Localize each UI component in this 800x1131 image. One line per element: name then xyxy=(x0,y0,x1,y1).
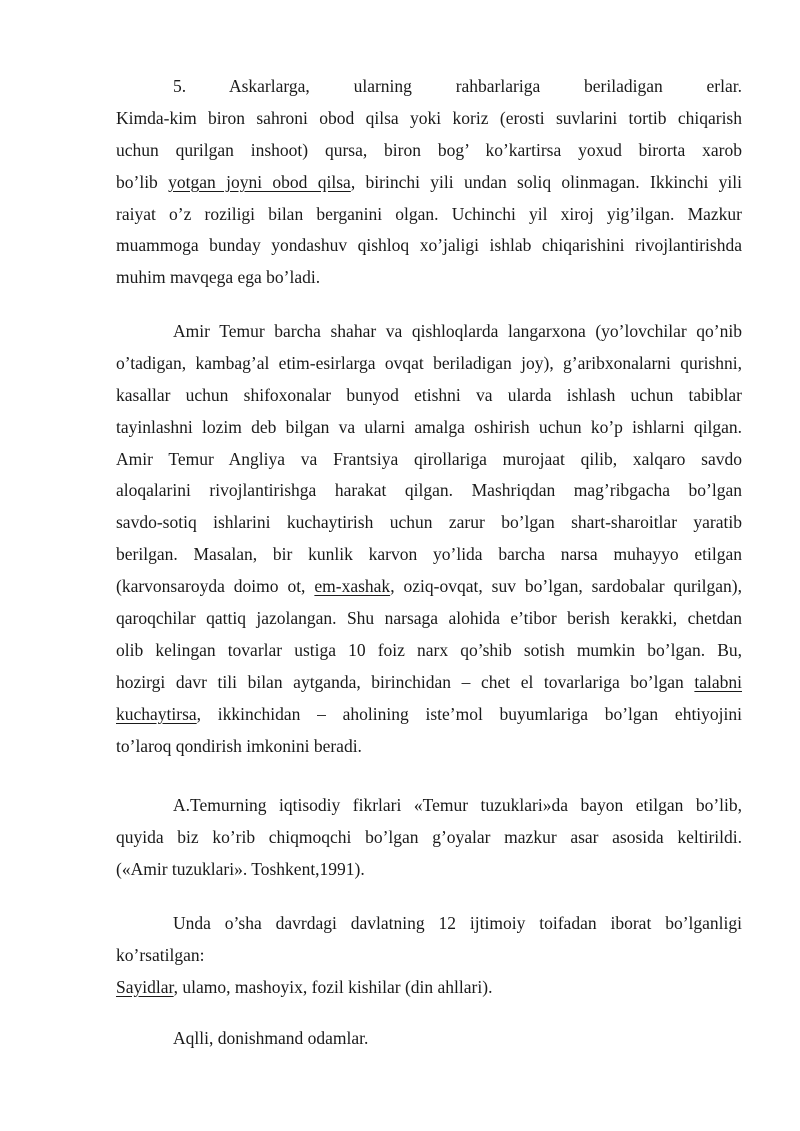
text-run: , ikkinchidan – aholining iste’mol buyumlariga bo’lgan ehtiyojini xyxy=(196,703,742,724)
text-line xyxy=(116,412,742,444)
text-line xyxy=(116,539,742,571)
text-run: savdo-sotiq ishlarini kuchaytirish uchun zarur bo’lgan shart-sharoitlar yaratib xyxy=(116,512,742,533)
text-run: bo’lib xyxy=(116,171,169,192)
text-run: kasallar uchun shifoxonalar bunyod etishni va ularda ishlash uchun tabiblar xyxy=(116,384,742,405)
text-run: uchun qurilgan inshoot) qursa, biron bog’ ko’kartirsa yoxud birorta xarob xyxy=(116,139,742,160)
text-run: aloqalarini rivojlantirishga harakat qilgan. Mashriqdan mag’ribgacha bo’lgan xyxy=(116,480,742,501)
text-run: olib kelingan tovarlar ustiga 10 foiz narx qo’shib sotish mumkin bo’lgan. Bu, xyxy=(116,639,742,660)
text-line xyxy=(116,822,742,854)
text-run: muhim mavqega ega bo’ladi. xyxy=(116,267,321,288)
text-line xyxy=(116,667,742,699)
text-line xyxy=(116,135,742,167)
text-line xyxy=(116,262,742,294)
text-line xyxy=(116,444,742,476)
text-line xyxy=(116,507,742,539)
text-run: Amir Temur Angliya va Frantsiya qirollariga murojaat qilib, xalqaro savdo xyxy=(116,448,742,469)
text-run: Amir Temur barcha shahar va qishloqlarda langarxona (yo’lovchilar qo’nib xyxy=(173,321,742,341)
paragraph-temur-tuzuklari xyxy=(116,790,742,886)
text-run: A.Temurning iqtisodiy fikrlari «Temur tuzuklari»da bayon etilgan bo’lib, xyxy=(173,795,742,815)
paragraph-askarlar xyxy=(116,71,742,294)
text-line xyxy=(116,1023,742,1055)
text-run: , oziq-ovqat, suv bo’lgan, sardobalar qurilgan), xyxy=(390,576,742,597)
text-run: qaroqchilar qattiq jazolangan. Shu narsaga alohida e’tibor berish kerakki, chetdan xyxy=(116,608,742,629)
text-run: Unda o’sha davrdagi davlatning 12 ijtimoiy toifadan iborat bo’lganligi xyxy=(173,913,742,933)
text-line xyxy=(116,380,742,412)
underlined-text: Sayidlar xyxy=(116,976,174,997)
paragraph-amir-temur xyxy=(116,316,742,762)
underlined-text: yotgan joyni obod qilsa xyxy=(168,171,351,192)
text-line xyxy=(116,571,742,603)
text-line xyxy=(116,854,742,886)
text-run: Aqlli, donishmand odamlar. xyxy=(173,1028,369,1048)
underlined-text: em-xashak xyxy=(314,576,391,597)
text-line xyxy=(116,635,742,667)
text-run: , ulamo, mashoyix, fozil kishilar (din ahllari). xyxy=(173,976,493,997)
text-run: to’laroq qondirish imkonini beradi. xyxy=(116,735,362,756)
text-run: raiyat o’z roziligi bilan berganini olgan. Uchinchi yil xiroj yig’ilgan. Mazkur xyxy=(116,203,742,224)
text-line xyxy=(116,603,742,635)
text-run: (karvonsaroyda doimo ot, xyxy=(116,576,315,597)
text-run: ko’rsatilgan: xyxy=(116,944,205,965)
text-line xyxy=(116,167,742,199)
text-run: berilgan. Masalan, bir kunlik karvon yo’lida barcha narsa muhayyo etilgan xyxy=(116,544,742,565)
text-run: tayinlashni lozim deb bilgan va ularni amalga oshirish uchun ko’p ishlarni qilgan. xyxy=(116,416,742,437)
underlined-text: talabni xyxy=(694,671,742,692)
text-line xyxy=(116,972,742,1004)
text-line xyxy=(116,103,742,135)
text-line xyxy=(116,699,742,731)
text-line xyxy=(116,908,742,940)
text-run: , birinchi yili undan soliq olinmagan. Ikkinchi yili xyxy=(350,171,742,192)
text-line xyxy=(116,475,742,507)
text-line xyxy=(116,199,742,231)
text-run: muammoga bunday yondashuv qishloq xo’jaligi ishlab chiqarishini rivojlantirishda xyxy=(116,235,742,256)
text-line xyxy=(116,316,742,348)
text-line xyxy=(116,230,742,262)
text-run: Kimda-kim biron sahroni obod qilsa yoki koriz (erosti suvlarini tortib chiqarish xyxy=(116,107,742,128)
text-run: hozirgi davr tili bilan aytganda, birinchidan – chet el tovarlariga bo’lgan xyxy=(116,671,695,692)
text-line xyxy=(116,71,742,103)
text-run: o’tadigan, kambag’al etim-esirlarga ovqat beriladigan joy), g’aribxonalarni qurishni, xyxy=(116,352,742,373)
text-run: quyida biz ko’rib chiqmoqchi bo’lgan g’oyalar mazkur asar asosida keltirildi. xyxy=(116,826,742,847)
text-line xyxy=(116,790,742,822)
paragraph-ijtimoiy-toifalar xyxy=(116,908,742,1004)
text-line xyxy=(116,348,742,380)
paragraph-aqlli-odamlar xyxy=(116,1023,742,1055)
text-line xyxy=(116,731,742,763)
text-run: 5. Askarlarga, ularning rahbarlariga beriladigan erlar. xyxy=(173,76,742,96)
text-line xyxy=(116,940,742,972)
underlined-text: kuchaytirsa xyxy=(116,703,197,724)
text-run: («Amir tuzuklari». Toshkent,1991). xyxy=(116,858,365,879)
